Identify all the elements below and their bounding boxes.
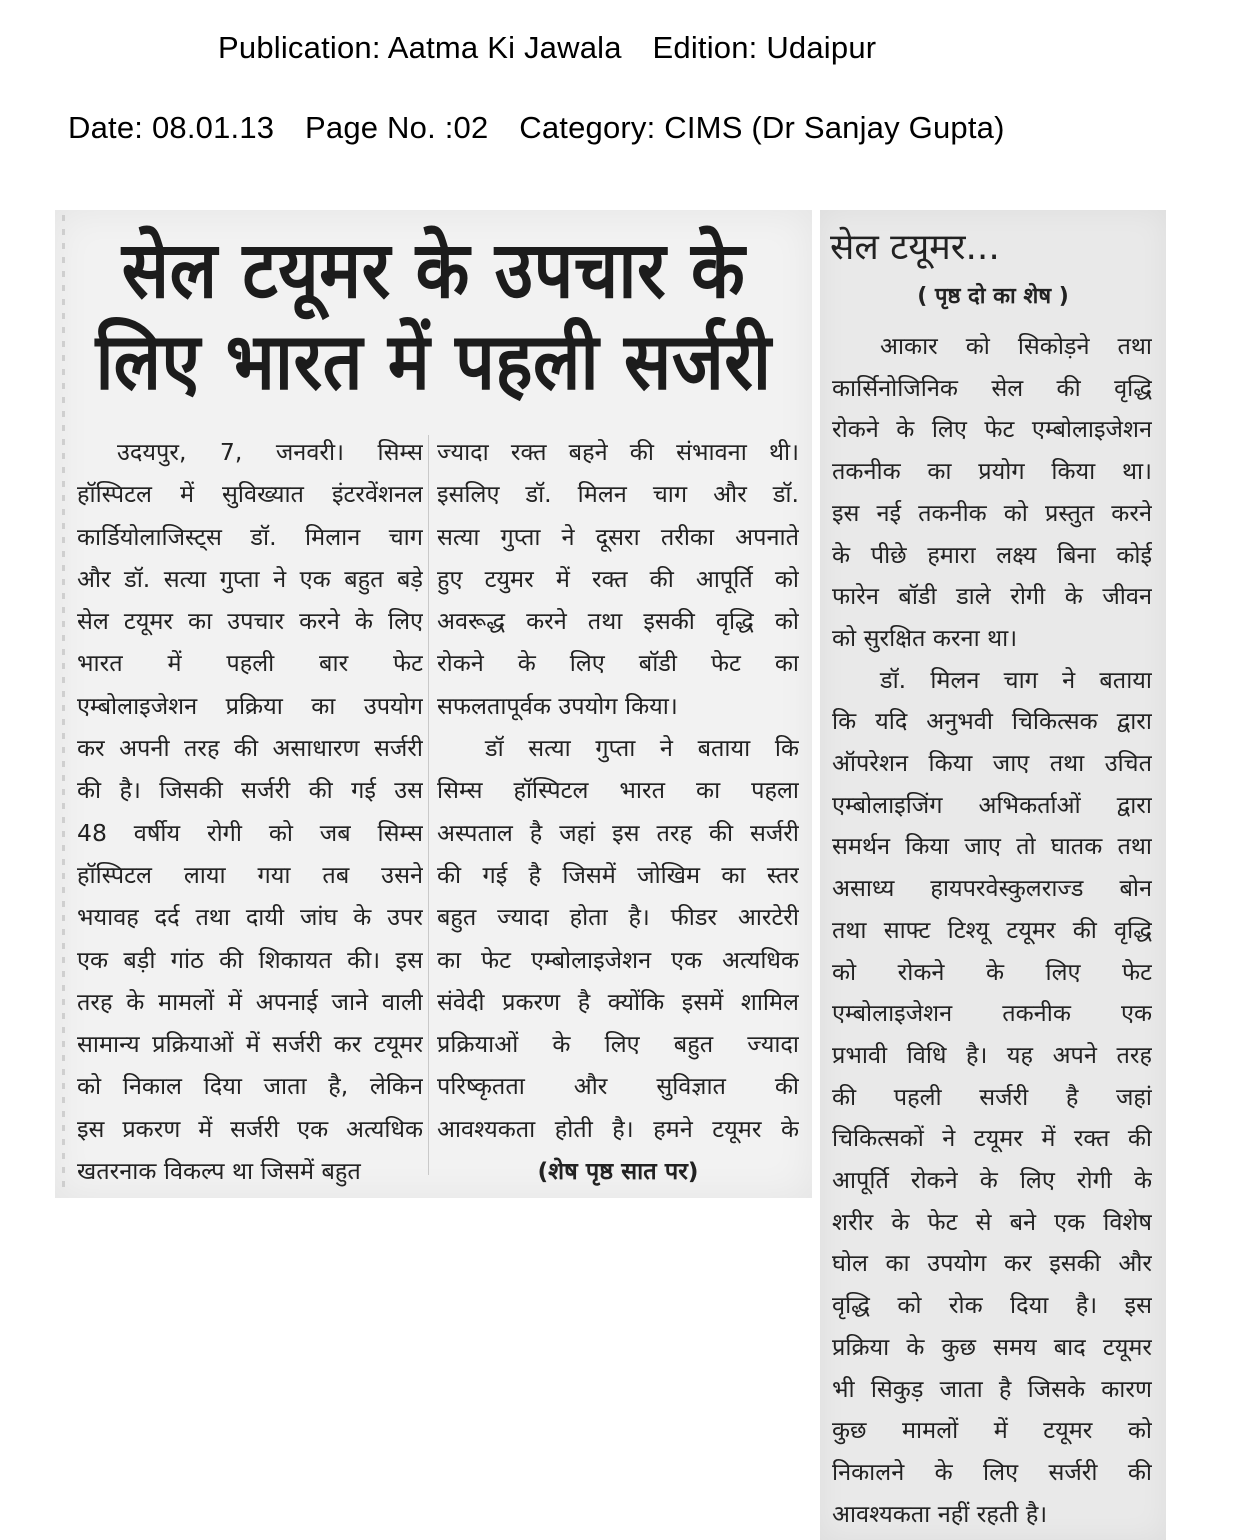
text-line: एम्बोलाइजिंग अभिकर्ताओं द्वारा — [832, 790, 1152, 819]
text-line: रोकने के लिए फेट एम्बोलाइजेशन — [832, 415, 1152, 444]
text-line: सामान्य प्रक्रियाओं में सर्जरी कर टयूमर — [77, 1030, 423, 1059]
text-line: असाध्य हायपरवेस्कुलराज्ड बोन — [832, 874, 1152, 903]
text-line: घोल का उपयोग कर इसकी और — [832, 1249, 1152, 1278]
text-line: की है। जिसकी सर्जरी की गई उस — [77, 776, 423, 805]
column-divider — [428, 435, 429, 1175]
text-line: इस प्रकरण में सर्जरी एक अत्यधिक — [77, 1114, 423, 1143]
text-line: हुए टयुमर में रक्त की आपूर्ति को — [437, 564, 799, 593]
text-line: सफलतापूर्वक उपयोग किया। — [437, 691, 678, 720]
text-line: कार्डियोलाजिस्ट्स डॉ. मिलान चाग — [77, 522, 423, 551]
text-line: कर अपनी तरह की असाधारण सर्जरी — [77, 734, 423, 763]
text-line: खतरनाक विकल्प था जिसमें बहुत — [77, 1157, 361, 1186]
text-line: सिम्स हॉस्पिटल भारत का पहला — [437, 776, 799, 805]
text-line: तकनीक का प्रयोग किया था। — [832, 457, 1152, 486]
page-label: Page No. : — [305, 110, 454, 145]
page-value: 02 — [453, 110, 489, 145]
publication-line — [218, 30, 876, 66]
text-line: अस्पताल है जहां इस तरह की सर्जरी — [437, 818, 799, 847]
text-line: की गई है जिसमें जोखिम का स्तर — [437, 860, 799, 889]
text-line: आवश्यकता होती है। हमने टयूमर के — [437, 1114, 799, 1143]
text-line: इसलिए डॉ. मिलन चाग और डॉ. — [437, 480, 799, 509]
text-line: के पीछे हमारा लक्ष्य बिना कोई — [832, 540, 1152, 569]
text-line: को सुरक्षित करना था। — [832, 623, 1018, 652]
text-line: ज्यादा रक्त बहने की संभावना थी। — [437, 438, 799, 466]
text-line: को रोकने के लिए फेट — [832, 957, 1152, 986]
continuation-subtitle: ( पृष्ठ दो का शेष ) — [917, 284, 1069, 309]
text-line: प्रक्रियाओं के लिए बहुत ज्यादा — [437, 1030, 799, 1059]
text-line: संवेदी प्रकरण है क्योंकि इसमें शामिल — [437, 987, 799, 1016]
text-line: भारत में पहली बार फेट — [77, 649, 423, 678]
text-line: का फेट एम्बोलाइजेशन एक अत्यधिक — [437, 945, 799, 974]
text-line: कार्सिनोजिनिक सेल की वृद्धि — [832, 373, 1152, 402]
text-line: शरीर के फेट से बने एक विशेष — [832, 1207, 1152, 1236]
text-line: एक बड़ी गांठ की शिकायत की। इस — [77, 945, 423, 974]
text-line: भी सिकुड़ जाता है जिसके कारण — [832, 1374, 1152, 1403]
edition-label: Edition: — [652, 30, 758, 65]
text-line: इस नई तकनीक को प्रस्तुत करने — [832, 498, 1152, 527]
text-line: डॉ सत्या गुप्ता ने बताया कि — [485, 734, 799, 763]
date-page-category-line — [68, 110, 1005, 146]
text-line: की पहली सर्जरी है जहां — [832, 1082, 1152, 1111]
text-line: बहुत ज्यादा होता है। फीडर आरटेरी — [437, 903, 799, 932]
text-line: एम्बोलाइजेशन तकनीक एक — [832, 999, 1152, 1028]
text-line: प्रक्रिया के कुछ समय बाद टयूमर — [832, 1332, 1152, 1361]
continuation-title: सेल टयूमर... — [830, 227, 1000, 268]
article-clipping — [55, 210, 812, 1198]
publication-label: Publication: — [218, 30, 381, 65]
text-line: सेल टयूमर का उपचार करने के लिए — [77, 607, 423, 636]
article-headline — [55, 224, 812, 408]
text-line: रोकने के लिए बॉडी फेट का — [437, 649, 799, 678]
text-line: समर्थन किया जाए तो घातक तथा — [832, 832, 1152, 861]
text-line: परिष्कृतता और सुविज्ञात की — [437, 1072, 799, 1101]
text-line: आकार को सिकोड़ने तथा — [880, 332, 1152, 360]
text-line: उदयपुर, 7, जनवरी। सिम्स — [117, 438, 423, 466]
text-line: और डॉ. सत्या गुप्ता ने एक बहुत बड़े — [77, 564, 423, 593]
date-value: 08.01.13 — [151, 110, 275, 145]
text-line: आवश्यकता नहीं रहती है। — [832, 1499, 1048, 1528]
text-line: आपूर्ति रोकने के लिए रोगी के — [832, 1166, 1152, 1195]
article-column-1 — [77, 431, 423, 1192]
text-line: अवरूद्ध करने तथा इसकी वृद्धि को — [437, 607, 799, 636]
edition-name: Udaipur — [766, 30, 877, 65]
text-line: तथा साफ्ट टिश्यू टयूमर की वृद्धि — [832, 915, 1152, 944]
text-line: फारेन बॉडी डाले रोगी के जीवन — [832, 582, 1152, 611]
category-value: CIMS (Dr Sanjay Gupta) — [664, 110, 1005, 145]
text-line: भयावह दर्द तथा दायी जांघ के उपर — [77, 903, 423, 932]
text-line: एम्बोलाइजेशन प्रक्रिया का उपयोग — [77, 691, 423, 720]
publication-name: Aatma Ki Jawala — [387, 30, 622, 65]
text-line: कुछ मामलों में टयूमर को — [832, 1416, 1152, 1445]
text-line: हॉस्पिटल में सुविख्यात इंटरवेंशनल — [77, 480, 423, 509]
category-label: Category: — [519, 110, 656, 145]
text-line: डॉ. मिलन चाग ने बताया — [880, 665, 1152, 694]
continued-note: (शेष पृष्ठ सात पर) — [537, 1157, 699, 1186]
text-line: वृद्धि को रोक दिया है। इस — [832, 1291, 1152, 1320]
article-column-2 — [437, 431, 799, 1192]
headline-line-1: सेल टयूमर के उपचार के — [121, 224, 746, 316]
fold-mark — [62, 215, 65, 1195]
headline-line-2: लिए भारत में पहली सर्जरी — [95, 315, 772, 408]
text-line: हॉस्पिटल लाया गया तब उसने — [77, 860, 423, 889]
continuation-column — [832, 326, 1152, 1535]
text-line: को निकाल दिया जाता है, लेकिन — [77, 1072, 423, 1101]
continuation-clipping — [820, 210, 1166, 1540]
date-label: Date: — [68, 110, 144, 145]
text-line: प्रभावी विधि है। यह अपने तरह — [832, 1040, 1152, 1069]
text-line: ऑपरेशन किया जाए तथा उचित — [832, 749, 1152, 778]
text-line: कि यदि अनुभवी चिकित्सक द्वारा — [832, 707, 1152, 736]
text-line: चिकित्सकों ने टयूमर में रक्त की — [832, 1124, 1152, 1153]
text-line: सत्या गुप्ता ने दूसरा तरीका अपनाते — [437, 522, 799, 551]
text-line: 48 वर्षीय रोगी को जब सिम्स — [77, 818, 423, 847]
text-line: तरह के मामलों में अपनाई जाने वाली — [77, 987, 423, 1016]
text-line: निकालने के लिए सर्जरी की — [832, 1457, 1152, 1486]
